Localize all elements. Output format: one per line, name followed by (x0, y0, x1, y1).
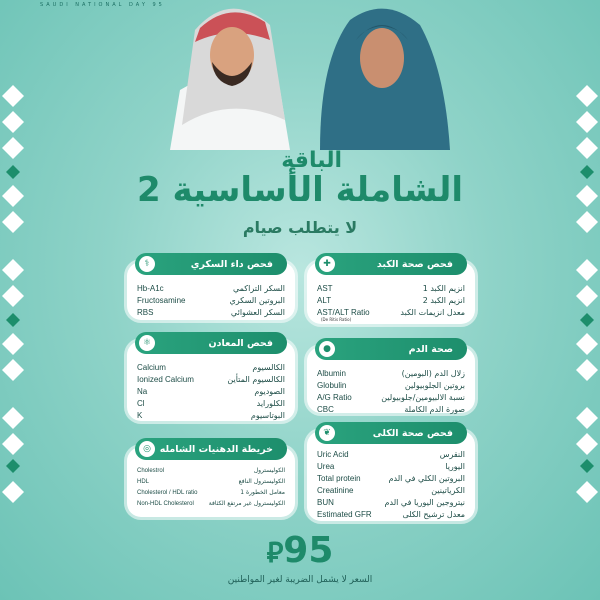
minerals-icon: ⚛ (139, 335, 155, 351)
blood-card (307, 343, 475, 414)
no-fasting-note: لا يتطلب صيام (242, 218, 358, 237)
list-item: Ionized Calcium الكالسيوم المتأين (137, 374, 285, 384)
diabetes-rows (137, 282, 285, 318)
minerals-card (127, 337, 295, 421)
list-item: A/G Ratio نسبة الالبيومين/جلوبيولين (317, 392, 465, 402)
list-item: Globulin بروتين الجلوبيولين (317, 380, 465, 390)
diabetes-card-title: فحص داء السكري (190, 258, 273, 270)
diabetes-card-header (135, 253, 287, 275)
tax-note: السعر لا يشمل الضريبة لغير المواطنين (227, 575, 373, 585)
kidney-card (307, 427, 475, 521)
package-title: الشاملة الأساسية 2 (136, 170, 463, 210)
lipids-card (127, 443, 295, 517)
list-item: RBS السكر العشوائي (137, 307, 285, 317)
minerals-card-title: فحص المعادن (208, 337, 273, 349)
liver-rows (317, 282, 465, 318)
kidney-icon: ❦ (319, 425, 335, 441)
list-item: Cholestrol الكوليسترول (137, 467, 285, 474)
riyal-symbol: ⃁ (266, 536, 284, 569)
list-item: Estimated GFR معدل ترشيح الكلى (317, 509, 465, 519)
right-diamond-pattern (576, 85, 598, 515)
kidney-card-header (315, 422, 467, 444)
minerals-rows (137, 361, 285, 421)
minerals-card-header (135, 332, 287, 354)
liver-card (307, 258, 475, 324)
blood-card-header (315, 338, 467, 360)
list-item: Non-HDL Cholesterol الكوليسترول غير مرتفع الكثافة (137, 500, 285, 507)
list-item: Urea اليوريا (317, 461, 465, 471)
price (0, 530, 600, 571)
list-item: Total protein البروتين الكلي في الدم (317, 473, 465, 483)
blood-card-title: صحة الدم (408, 343, 453, 355)
package-label: الباقة (281, 148, 342, 173)
list-item: Na الصوديوم (137, 386, 285, 396)
list-item: Fructosamine البروتين السكري (137, 295, 285, 305)
national-day-tag: SAUDI NATIONAL DAY 95 (40, 2, 165, 8)
lipids-rows (137, 465, 285, 509)
ratio-note: (De Ritis Ratio) (321, 317, 352, 322)
kidney-rows (317, 448, 465, 520)
list-item: AST/ALT Ratio معدل انزيمات الكبد (317, 307, 465, 317)
lipids-card-header (135, 438, 287, 460)
list-item: BUN نيتروجين اليوريا في الدم (317, 497, 465, 507)
left-diamond-pattern (2, 85, 24, 515)
blood-drop-icon: ● (319, 341, 335, 357)
lipids-card-title: خريطة الدهنيات الشامله (159, 443, 273, 455)
list-item: Creatinine الكرياتينين (317, 485, 465, 495)
couple-photo (160, 0, 460, 150)
list-item: Cl الكلورايد (137, 398, 285, 408)
list-item: K البوتاسيوم (137, 410, 285, 420)
lipids-icon: ◎ (139, 441, 155, 457)
list-item: Cholesterol / HDL ratio معامل الخطورة 1 (137, 489, 285, 496)
list-item: ALT انزيم الكبد 2 (317, 295, 465, 305)
liver-card-title: فحص صحة الكبد (376, 258, 453, 270)
liver-icon: ✚ (319, 256, 335, 272)
list-item: CBC صورة الدم الكاملة (317, 404, 465, 414)
blood-rows (317, 367, 465, 415)
list-item: AST انزيم الكبد 1 (317, 283, 465, 293)
list-item: Uric Acid النقرس (317, 449, 465, 459)
list-item: Albumin زلال الدم (البومين) (317, 368, 465, 378)
list-item: HDL الكوليسترول النافع (137, 478, 285, 485)
diabetes-icon: ⚕ (139, 256, 155, 272)
kidney-card-title: فحص صحة الكلى (372, 427, 453, 439)
liver-card-header (315, 253, 467, 275)
diabetes-card (127, 258, 295, 320)
price-value: 95 (283, 530, 334, 571)
list-item: Calcium الكالسيوم (137, 362, 285, 372)
list-item: Hb-A1c السكر التراكمي (137, 283, 285, 293)
